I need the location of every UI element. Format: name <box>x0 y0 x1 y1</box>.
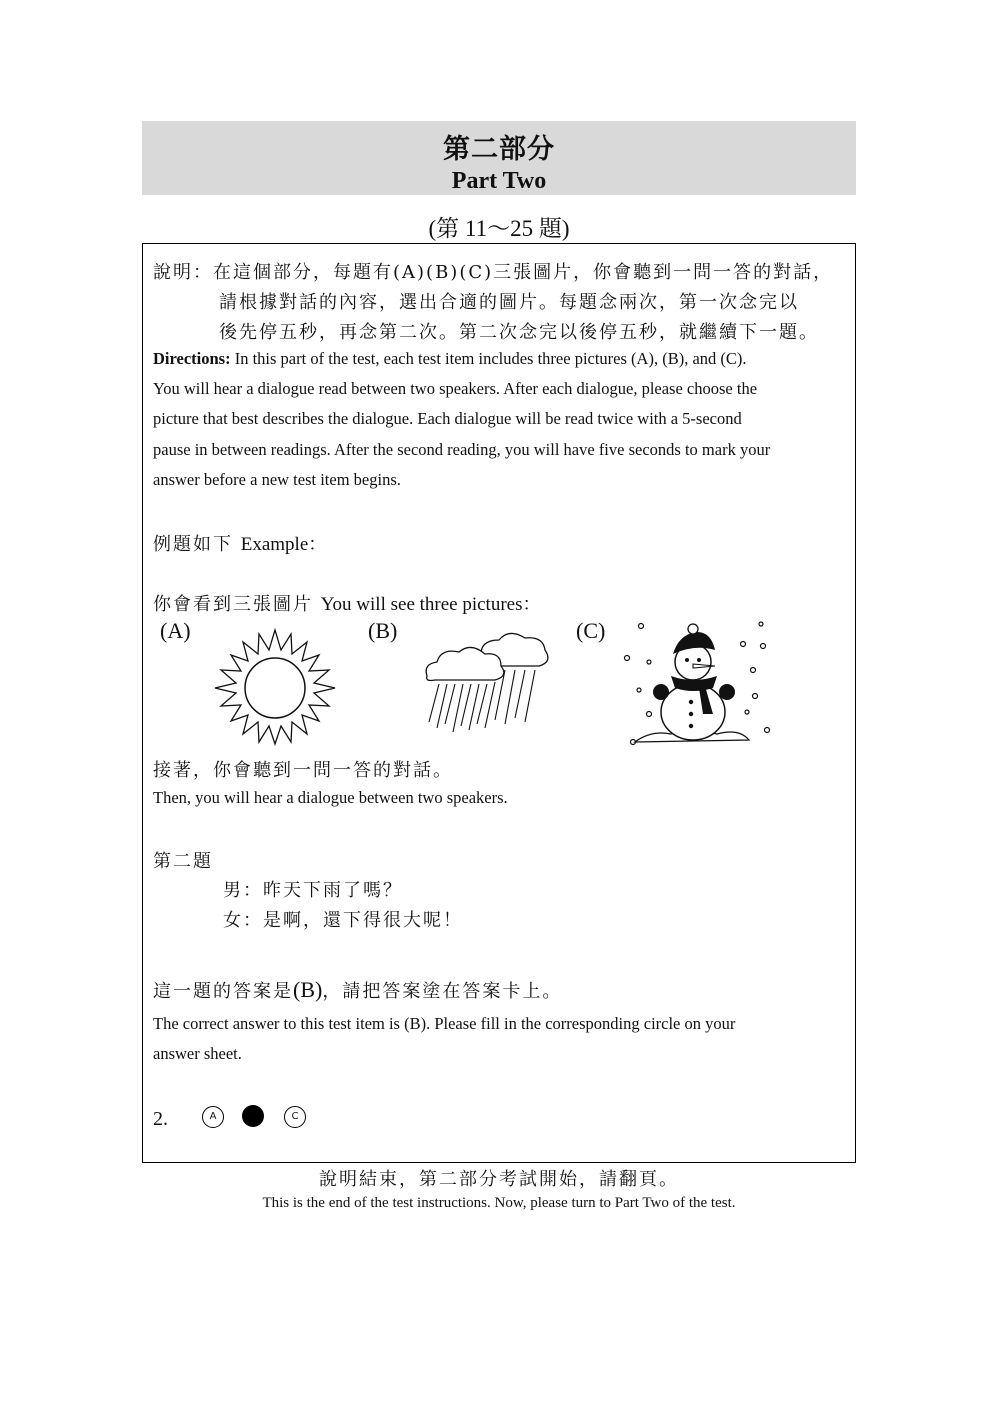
answer-zh-letter: (B) <box>293 977 323 1002</box>
option-a-label: (A) <box>160 618 191 643</box>
answer-zh <box>153 977 562 1003</box>
see-pictures-colon: ： <box>522 594 543 615</box>
then-zh: 接著，你會聽到一問一答的對話。 <box>153 760 453 781</box>
instructions-zh-line1 <box>153 258 833 284</box>
snowman-eye-right <box>697 658 701 662</box>
footer-zh: 說明結束，第二部分考試開始，請翻頁。 <box>319 1169 679 1190</box>
instructions-box <box>142 243 856 1163</box>
snowman-picture <box>621 618 771 752</box>
option-c-label: (C) <box>576 618 606 643</box>
answer-bubble-c: C <box>284 1106 306 1128</box>
answer-sheet-number: 2. <box>153 1108 168 1130</box>
directions-line3: picture that best describes the dialogue. Each dialogue will be read twice with a 5-second <box>153 409 742 428</box>
example-heading-colon: ： <box>308 534 329 555</box>
snowman-glove-right <box>719 684 735 700</box>
instructions-zh-label: 說明： <box>153 262 213 283</box>
sun-disk <box>245 658 305 718</box>
question-range: (第 11～25 題) <box>428 216 570 241</box>
sun-picture <box>211 628 339 746</box>
rain-cloud-picture <box>421 628 551 738</box>
dialogue-male: 男：昨天下雨了嗎？ <box>223 880 403 901</box>
section-title-zh: 第二部分 <box>443 134 555 165</box>
see-pictures-en: You will see three pictures <box>320 594 523 615</box>
answer-bubble-b-filled <box>242 1105 264 1127</box>
directions-label: Directions: <box>153 349 231 368</box>
directions-text1: In this part of the test, each test item includes three pictures (A), (B), and (C). <box>230 349 747 368</box>
see-pictures-line <box>153 590 543 616</box>
dialogue-female: 女：是啊，還下得很大呢！ <box>223 910 463 931</box>
example-heading-en: Example <box>240 534 309 555</box>
question-label: 第二題 <box>153 851 213 872</box>
answer-en-line1: The correct answer to this test item is (B). Please fill in the corresponding circle on your <box>153 1014 736 1033</box>
answer-bubble-a: A <box>202 1106 224 1128</box>
option-b-label: (B) <box>368 618 398 643</box>
directions-line2: You will hear a dialogue read between two speakers. After each dialogue, please choose the <box>153 379 758 398</box>
section-header <box>142 121 856 195</box>
directions-line1 <box>153 349 747 369</box>
instructions-zh-text1: 在這個部分，每題有(A)(B)(C)三張圖片，你會聽到一問一答的對話， <box>213 262 834 283</box>
example-heading-zh: 例題如下 <box>153 534 241 555</box>
snowman-eye-left <box>685 658 689 662</box>
snowman-body <box>661 684 725 740</box>
directions-line4: pause in between readings. After the second reading, you will have five seconds to mark your <box>153 440 771 459</box>
hat-pompom <box>688 624 698 634</box>
answer-zh-post: ，請把答案塗在答案卡上。 <box>322 981 563 1002</box>
instructions-zh-line2: 請根據對話的內容，選出合適的圖片。每題念兩次，第一次念完以 <box>219 292 799 313</box>
answer-en-line2: answer sheet. <box>153 1044 242 1063</box>
answer-zh-pre: 這一題的答案是 <box>153 981 293 1002</box>
snowman-nose <box>693 664 715 668</box>
snowman-glove-left <box>653 684 669 700</box>
section-title-en: Part Two <box>451 168 547 194</box>
example-heading <box>153 530 328 556</box>
footer-en: This is the end of the test instructions. Now, please turn to Part Two of the test. <box>262 1195 736 1211</box>
see-pictures-zh: 你會看到三張圖片 <box>153 594 321 615</box>
then-en: Then, you will hear a dialogue between two speakers. <box>153 788 508 807</box>
directions-line5: answer before a new test item begins. <box>153 470 401 489</box>
instructions-zh-line3: 後先停五秒，再念第二次。第二次念完以後停五秒，就繼續下一題。 <box>219 322 819 343</box>
